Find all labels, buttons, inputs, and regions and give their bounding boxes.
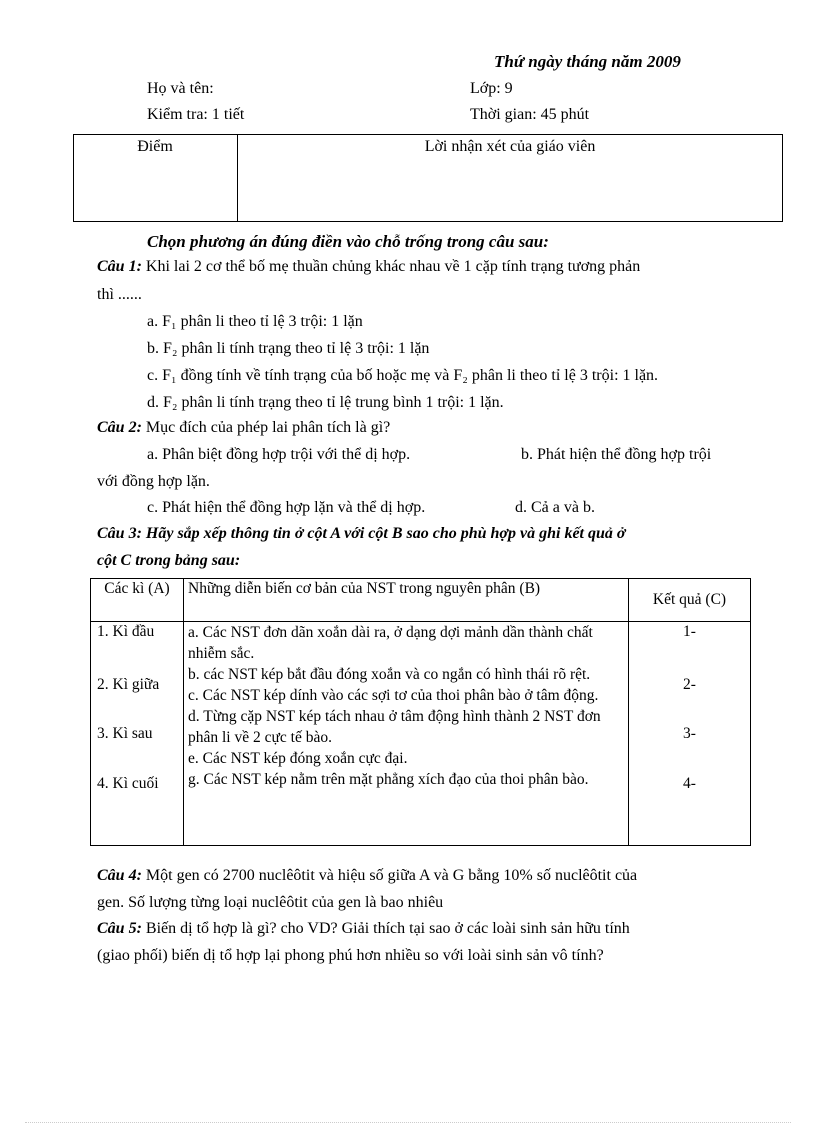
q4-text: Một gen có 2700 nuclêôtit và hiệu số giữa A và G bằng 10% số nuclêôtit của bbox=[145, 867, 638, 884]
q1-option-d: d. F₂ phân li tính trạng theo tỉ lệ trung bình 1 trội: 1 lặn. bbox=[147, 394, 504, 411]
q4-label: Câu 4: bbox=[97, 867, 142, 884]
time-label: Thời gian: 45 phút bbox=[470, 106, 590, 123]
event-item: e. Các NST kép đóng xoắn cực đại. bbox=[188, 750, 408, 767]
date-line: Thứ ngày tháng năm 2009 bbox=[494, 52, 681, 71]
header-col-a: Các kì (A) bbox=[91, 579, 184, 622]
stage-item: 4. Kì cuối bbox=[97, 775, 159, 792]
q2-option-b-cont: với đồng hợp lặn. bbox=[97, 473, 210, 490]
results-cell bbox=[629, 622, 751, 846]
q3-text: Hãy sắp xếp thông tin ở cột A với cột B sao cho phù hợp và ghi kết quả ở bbox=[145, 525, 626, 542]
event-item: d. Từng cặp NST kép tách nhau ở tâm động hình thành 2 NST đơn phân li về 2 cực tế bào. bbox=[188, 708, 601, 746]
q5-label: Câu 5: bbox=[97, 920, 142, 937]
stages-cell bbox=[91, 622, 184, 846]
test-label: Kiểm tra: 1 tiết bbox=[147, 106, 245, 123]
q1-label: Câu 1: bbox=[97, 258, 142, 275]
header-col-b: Những diễn biến cơ bản của NST trong nguyên phân (B) bbox=[184, 579, 629, 622]
q2-option-d: d. Cả a và b. bbox=[515, 499, 595, 516]
question-2 bbox=[97, 419, 390, 437]
q1-text: Khi lai 2 cơ thể bố mẹ thuần chủng khác nhau về 1 cặp tính trạng tương phản bbox=[145, 258, 641, 275]
header-col-c: Kết quả (C) bbox=[629, 579, 751, 622]
stage-item: 1. Kì đầu bbox=[97, 623, 155, 640]
q5-text: Biến dị tổ hợp là gì? cho VD? Giải thích tại sao ở các loài sinh sản hữu tính bbox=[145, 920, 630, 937]
q1-option-a: a. F₁ phân li theo tỉ lệ 3 trội: 1 lặn bbox=[147, 313, 363, 330]
event-item: g. Các NST kép nằm trên mặt phẳng xích đạo của thoi phân bào. bbox=[188, 771, 589, 788]
event-item: b. các NST kép bắt đầu đóng xoắn và co ngắn có hình thái rõ rệt. bbox=[188, 666, 591, 683]
events-cell bbox=[184, 622, 629, 846]
stage-item: 2. Kì giữa bbox=[97, 676, 160, 693]
q2-option-c: c. Phát hiện thể đồng hợp lặn và thể dị hợp. bbox=[147, 499, 426, 516]
q5-text-line2: (giao phối) biến dị tổ hợp lại phong phú hơn nhiều so với loài sinh sản vô tính? bbox=[97, 947, 604, 964]
q1-text-line2: thì ...... bbox=[97, 286, 142, 303]
result-item: 1- bbox=[683, 623, 696, 640]
q3-text-line2: cột C trong bảng sau: bbox=[97, 552, 241, 569]
score-label: Điểm bbox=[137, 138, 173, 155]
question-5 bbox=[97, 920, 630, 938]
event-item: a. Các NST đơn dãn xoắn dài ra, ở dạng dợi mảnh dần thành chất nhiễm sắc. bbox=[188, 624, 593, 662]
q2-option-b: b. Phát hiện thể đồng hợp trội bbox=[521, 446, 712, 463]
question-4 bbox=[97, 867, 637, 885]
q2-label: Câu 2: bbox=[97, 419, 142, 436]
question-1 bbox=[97, 258, 640, 276]
q3-label: Câu 3: bbox=[97, 525, 142, 542]
question-3 bbox=[97, 525, 625, 543]
q1-option-c: c. F₁ đồng tính về tính trạng của bố hoặc mẹ và F₂ phân li theo tỉ lệ 3 trội: 1 lặn. bbox=[147, 367, 659, 384]
q2-option-a: a. Phân biệt đồng hợp trội với thể dị hợp. bbox=[147, 446, 411, 463]
event-item: c. Các NST kép dính vào các sợi tơ của thoi phân bào ở tâm động. bbox=[188, 687, 599, 704]
q2-text: Mục đích của phép lai phân tích là gì? bbox=[145, 419, 391, 436]
q4-text-line2: gen. Số lượng từng loại nuclêôtit của gen là bao nhiêu bbox=[97, 894, 444, 911]
comment-label: Lời nhận xét của giáo viên bbox=[424, 138, 596, 155]
q1-option-b: b. F₂ phân li tính trạng theo tỉ lệ 3 trội: 1 lặn bbox=[147, 340, 430, 357]
class-label: Lớp: 9 bbox=[470, 80, 513, 97]
instruction: Chọn phương án đúng điền vào chỗ trống trong câu sau: bbox=[147, 232, 549, 251]
stage-item: 3. Kì sau bbox=[97, 725, 153, 742]
result-item: 4- bbox=[683, 775, 696, 792]
result-item: 2- bbox=[683, 676, 696, 693]
name-label: Họ và tên: bbox=[147, 80, 214, 97]
matching-table bbox=[90, 578, 751, 846]
result-item: 3- bbox=[683, 725, 696, 742]
